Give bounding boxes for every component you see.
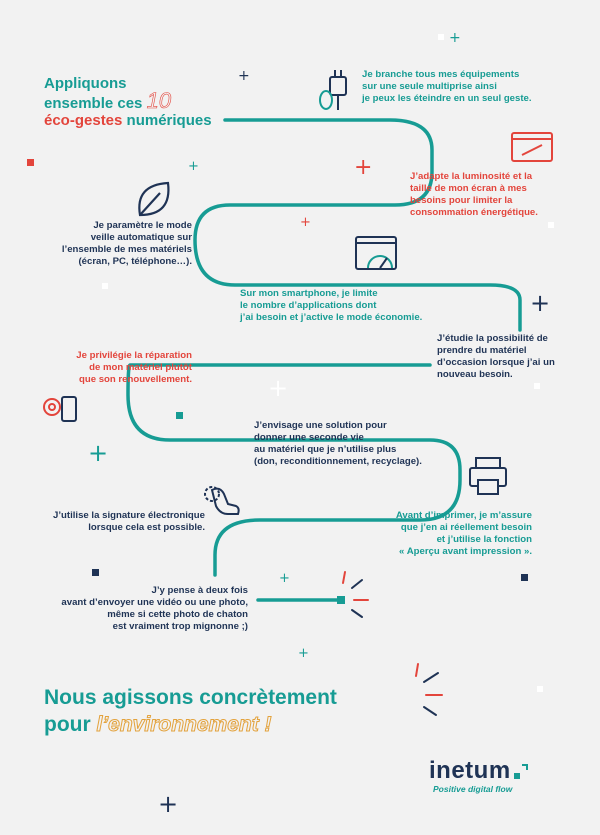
title-line-3-wrap: [44, 112, 212, 129]
title-line-1: Appliquons: [44, 75, 127, 92]
gesture-3-line: veille automatique sur: [90, 232, 192, 243]
footer-line-2-wrap: [44, 711, 337, 738]
gesture-2-line: J’adapte la luminosité et la: [410, 171, 533, 182]
gesture-2-line: taille de mon écran à mes: [410, 183, 527, 194]
title-line-3-highlight: éco-gestes: [44, 112, 123, 129]
path-end-square: [337, 596, 345, 604]
gesture-9-line: J’utilise la signature électronique: [53, 510, 205, 521]
gesture-5-line: J’étudie la possibilité de: [437, 333, 548, 344]
gesture-2-line: consommation énergétique.: [410, 207, 538, 218]
gesture-9-text: [53, 510, 205, 534]
gesture-8-line: que j’en ai réellement besoin: [400, 522, 532, 533]
gesture-1-line: je peux les éteindre en un seul geste.: [362, 93, 532, 104]
gesture-8-line: et j’utilise la fonction: [436, 534, 532, 545]
gesture-1-text: [362, 69, 532, 105]
gesture-3-line: (écran, PC, téléphone…).: [78, 256, 192, 267]
svg-text:+: +: [530, 289, 551, 317]
gesture-5-line: nouveau besoin.: [437, 369, 513, 380]
logo-wordmark-row: [429, 758, 528, 784]
gesture-1-line: Je branche tous mes équipements: [362, 69, 520, 80]
gesture-4-text: [240, 288, 422, 324]
gesture-4-line: le nombre d’applications dont: [240, 300, 377, 311]
gesture-3-line: l’ensemble de mes matériels: [61, 244, 192, 255]
gesture-7-line: J’envisage une solution pour: [254, 420, 387, 431]
svg-text:+: +: [298, 646, 309, 661]
gesture-5-line: prendre du matériel: [437, 345, 527, 356]
svg-text:+: +: [158, 790, 179, 818]
gesture-5-line: d’occasion lorsque j’ai un: [437, 357, 555, 368]
sparkle-icon-footer: [416, 664, 442, 715]
signature-hand-icon: [205, 487, 239, 514]
logo-name: inetum: [429, 757, 511, 784]
page-title: [44, 75, 212, 129]
gesture-10-line: J’y pense à deux fois: [151, 585, 248, 596]
gesture-4-line: Sur mon smartphone, je limite: [240, 288, 378, 299]
logo-corner: [522, 764, 528, 770]
gesture-3-line: Je paramètre le mode: [93, 220, 192, 231]
gesture-6-line: que son renouvellement.: [78, 374, 192, 385]
gesture-7-text: [254, 420, 422, 468]
svg-text:+: +: [354, 155, 373, 180]
plug-leaf-icon: [320, 70, 346, 110]
gesture-10-line: avant d’envoyer une vidéo ou une photo,: [61, 597, 248, 608]
gesture-10-line: même si cette photo de chaton: [107, 609, 248, 620]
logo-tagline: Positive digital flow: [433, 784, 513, 794]
gesture-4-line: j’ai besoin et j’active le mode économie.: [240, 312, 423, 323]
gesture-10-text: [61, 585, 248, 633]
footer-headline: [44, 684, 337, 738]
gesture-7-line: au matériel que je n’utilise plus: [254, 444, 397, 455]
footer-line-2-start: pour: [44, 713, 97, 736]
logo-square: [514, 773, 520, 779]
footer-line-1: Nous agissons concrètement: [44, 686, 337, 709]
gesture-2-text: [410, 171, 538, 219]
title-line-3-rest: numériques: [122, 112, 212, 129]
printer-icon: [470, 458, 506, 494]
title-line-2: ensemble ces: [44, 95, 143, 112]
leaf-icon: [139, 183, 168, 215]
svg-text:+: +: [188, 159, 199, 174]
screen-brightness-icon: [512, 133, 552, 161]
gesture-9-line: lorsque cela est possible.: [88, 522, 205, 533]
gesture-6-text: [76, 350, 192, 386]
gesture-6-line: de mon matériel plutôt: [89, 362, 192, 373]
gesture-8-line: « Aperçu avant impression ».: [399, 546, 532, 557]
svg-text:+: +: [268, 374, 289, 402]
inetum-logo: [429, 758, 528, 794]
gesture-3-text: [62, 220, 192, 268]
gesture-7-line: donner une seconde vie: [254, 432, 364, 443]
svg-text:+: +: [238, 68, 250, 84]
gauge-window-icon: [356, 237, 396, 269]
gesture-5-text: [437, 333, 555, 381]
gear-phone-icon: [44, 397, 76, 421]
footer-line-2-outline: l’environnement !: [96, 713, 272, 736]
svg-text:+: +: [88, 439, 109, 467]
gesture-1-line: sur une seule multiprise ainsi: [362, 81, 497, 92]
gesture-7-line: (don, reconditionnement, recyclage).: [254, 456, 422, 467]
title-line-2-wrap: [44, 88, 212, 113]
title-number: 10: [146, 88, 172, 113]
gesture-6-line: Je privilégie la réparation: [76, 350, 192, 361]
svg-text:+: +: [449, 30, 461, 46]
gesture-8-text: [396, 510, 532, 558]
gesture-8-line: Avant d’imprimer, je m’assure: [395, 510, 532, 521]
svg-text:+: +: [279, 571, 290, 586]
gesture-2-line: besoins pour limiter la: [410, 195, 513, 206]
sparkle-icon: [343, 572, 368, 617]
gesture-10-line: est vraiment trop mignonne ;): [112, 621, 248, 632]
svg-text:+: +: [300, 215, 311, 230]
